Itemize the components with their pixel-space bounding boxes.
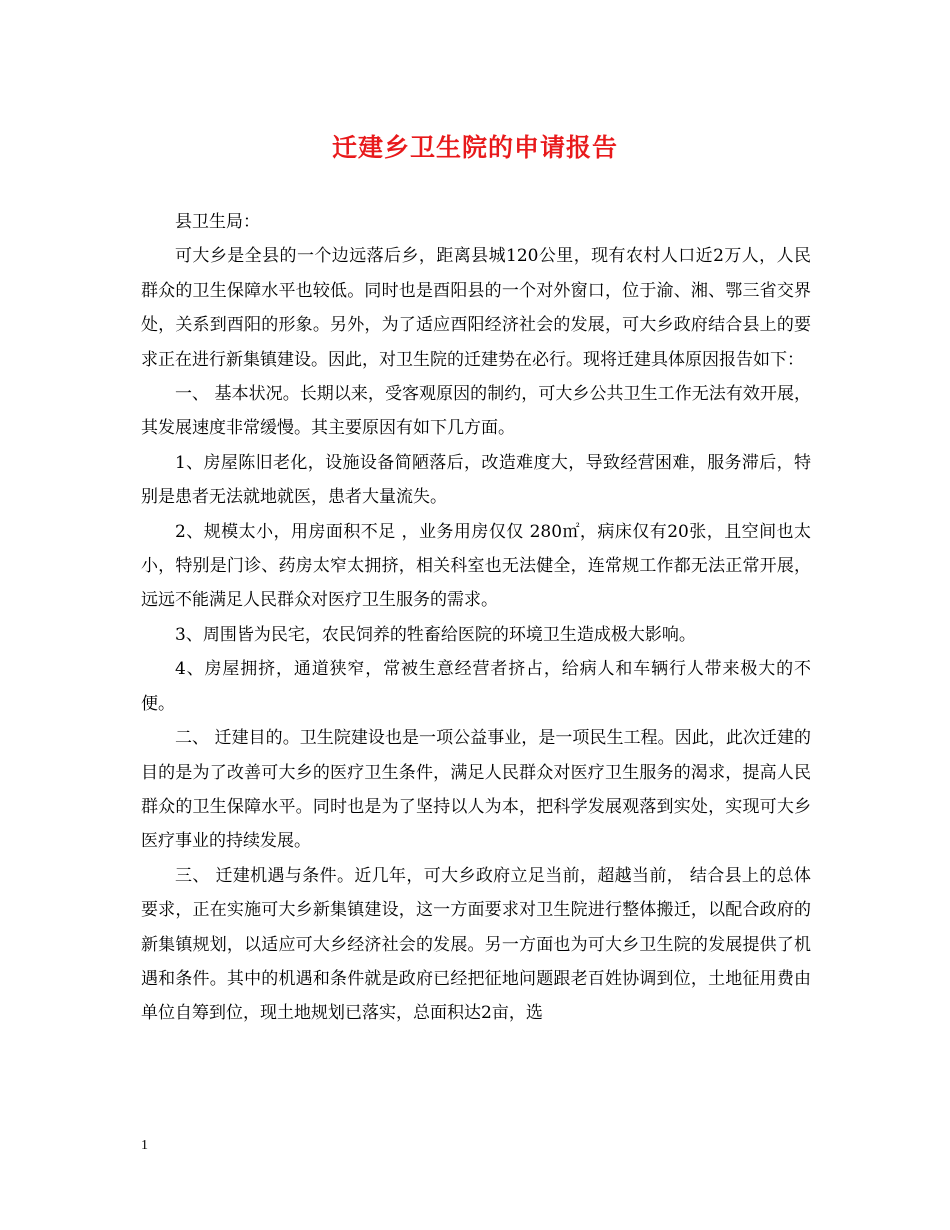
paragraph-item-3: 3、周围皆为民宅，农民饲养的牲畜给医院的环境卫生造成极大影响。 [175, 624, 696, 645]
document-body [141, 205, 811, 1031]
document-title: 迁建乡卫生院的申请报告 [331, 133, 618, 162]
page-number: 1 [141, 1138, 148, 1153]
paragraph-item-1: 1、房屋陈旧老化，设施设备简陋落后，改造难度大，导致经营困难，服务滞后，特别是患者无法就地就医，患者大量流失。 [141, 452, 811, 508]
paragraph-item-4: 4、房屋拥挤，通道狭窄，常被生意经营者挤占，给病人和车辆行人带来极大的不便。 [141, 659, 811, 714]
paragraph-item-2: 2、规模太小，用房面积不足 ，业务用房仅仅 280㎡，病床仅有20张，且空间也太小，特别是门诊、药房太窄太拥挤，相关科室也无法健全，连常规工作都无法正常开展，远远不能满足人民群众对医疗卫生服务的需求。 [141, 521, 811, 611]
salutation: 县卫生局： [175, 212, 260, 232]
paragraph-section-3: 三、 迁建机遇与条件。近几年，可大乡政府立足当前，超越当前， 结合县上的总体要求，正在实施可大乡新集镇建设，这一方面要求对卫生院进行整体搬迁，以配合政府的新集镇规划，以适应可大乡经济社会的发展。另一方面也为可大乡卫生院的发展提供了机遇和条件。其中的机遇和条件就是政府已经把征地问题跟老百姓协调到位，土地征用费由单位自筹到位，现土地规划已落实，总面积达2亩，选 [141, 865, 811, 1024]
paragraph-section-2: 二、 迁建目的。卫生院建设也是一项公益事业，是一项民生工程。因此，此次迁建的目的是为了改善可大乡的医疗卫生条件，满足人民群众对医疗卫生服务的渴求，提高人民群众的卫生保障水平。同时也是为了坚持以人为本，把科学发展观落到实处，实现可大乡医疗事业的持续发展。 [141, 728, 811, 852]
paragraph-section-1: 一、 基本状况。长期以来，受客观原因的制约，可大乡公共卫生工作无法有效开展，其发展速度非常缓慢。其主要原因有如下几方面。 [141, 384, 811, 439]
paragraph-intro: 可大乡是全县的一个边远落后乡，距离县城120公里，现有农村人口近2万人，人民群众的卫生保障水平也较低。同时也是酉阳县的一个对外窗口，位于渝、湘、鄂三省交界处，关系到酉阳的形象。另外，为了适应酉阳经济社会的发展，可大乡政府结合县上的要求正在进行新集镇建设。因此，对卫生院的迁建势在必行。现将迁建具体原因报告如下： [141, 246, 811, 370]
